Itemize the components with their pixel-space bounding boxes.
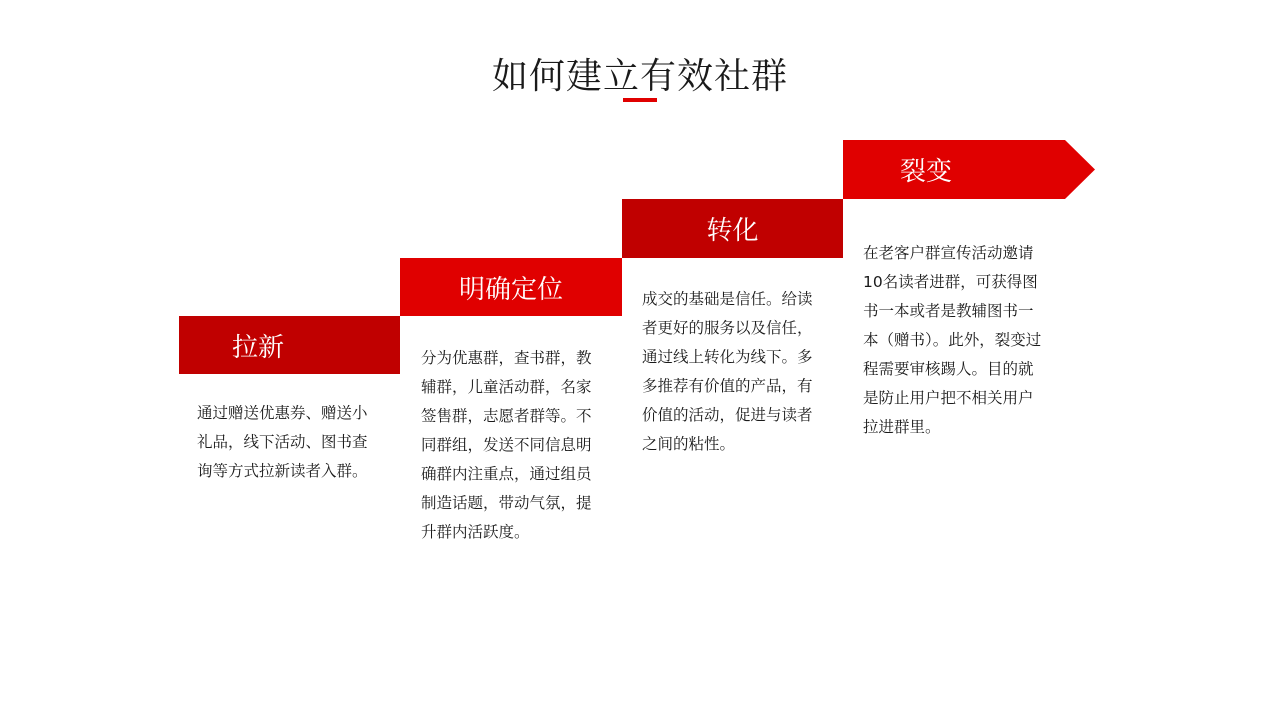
arrow-shape xyxy=(843,140,1095,199)
step-lahin-box xyxy=(179,316,400,374)
step-description: 分为优惠群，查书群，教辅群，儿童活动群，名家签售群，志愿者群等。不同群组，发送不同信息明确群内注重点，通过组员制造话题，带动气氛，提升群内活跃度。 xyxy=(421,349,592,541)
step-label: 裂变 xyxy=(900,157,953,187)
step-conversion-box xyxy=(622,199,843,258)
step-description: 在老客户群宣传活动邀请10名读者进群，可获得图书一本或者是教辅图书一本（赠书）。此外，裂变过程需要审核踢人。目的就是防止用户把不相关用户拉进群里。 xyxy=(863,244,1042,436)
title-underline xyxy=(623,98,657,102)
step-positioning-box xyxy=(400,258,622,316)
step-label: 明确定位 xyxy=(458,274,563,305)
step-description: 通过赠送优惠券、赠送小礼品，线下活动、图书查询等方式拉新读者入群。 xyxy=(197,404,368,480)
step-label: 转化 xyxy=(706,216,759,246)
step-label: 拉新 xyxy=(232,332,285,363)
page-title: 如何建立有效社群 xyxy=(491,56,788,97)
step-fission-arrow xyxy=(843,140,1095,199)
step-description: 成交的基础是信任。给读者更好的服务以及信任，通过线上转化为线下。多多推荐有价值的产品，有价值的活动，促进与读者之间的粘性。 xyxy=(642,290,813,453)
